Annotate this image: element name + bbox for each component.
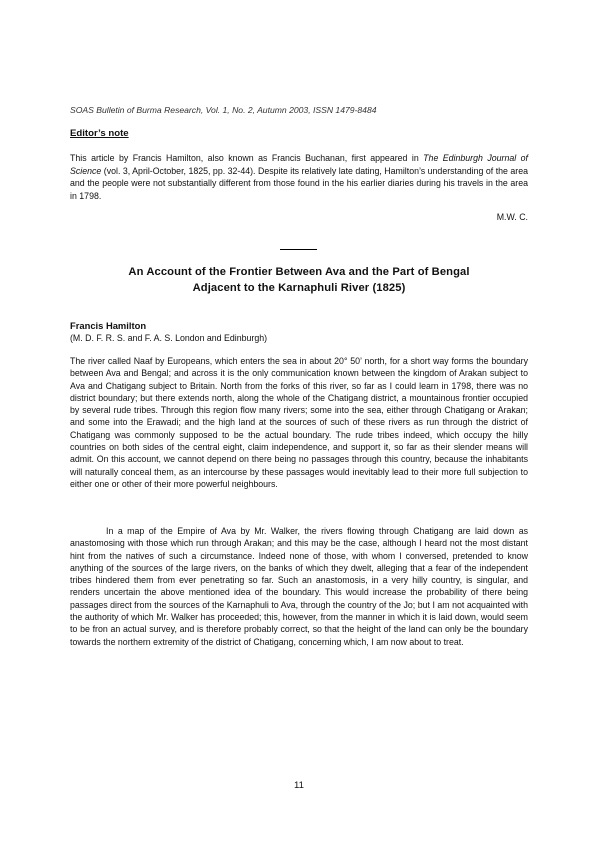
editor-note-text-end: (vol. 3, April-October, 1825, pp. 32-44). Despite its relatively late dating, Hamilton’s understanding of the area and the people were not substantially different from those found in the his earlier diaries during his travels in the area in 1798. — [70, 165, 528, 201]
article-title — [70, 264, 528, 296]
article-title-line-1: An Account of the Frontier Between Ava and the Part of Bengal — [128, 266, 470, 278]
page-number: 11 — [294, 780, 304, 791]
journal-name: The Edinburgh Journal of Science — [70, 153, 528, 176]
author-name: Francis Hamilton — [70, 320, 147, 331]
editor-note-text-start: This article by Francis Hamilton, also known as Francis Buchanan, first appeared in — [70, 153, 424, 163]
journal-citation: SOAS Bulletin of Burma Research, Vol. 1, No. 2, Autumn 2003, ISSN 1479-8484 — [70, 105, 377, 115]
article-title-line-2: Adjacent to the Karnaphuli River (1825) — [192, 282, 406, 294]
body-paragraph-1: The river called Naaf by Europeans, which enters the sea in about 20° 50’ north, for a short way forms the boundary between Ava and Bengal; and across it is the only communication known between the kingdom of Arakan subject to Ava and Chatigang subject to Britain. North from the forks of this river, so far as I could learn in 1798, there was no district boundary; but there extends north, along the whole of the Chatigang district, a mountainous frontier occupied by several rude tribes. Through this region flow many rivers; some into the sea, either through Chatigang or Arakan; and some into the Erawadi; and the high land at the sources of such of these rivers as run through the district of Chatigang was commonly supposed to be the actual boundary. The rude tribes indeed, which occupy the hilly countries on both sides of the central eight, claim independence, and support it, so far as their slender means will admit. On this account, we cannot depend on there being no passages through this country, because the inhabitants will naturally conceal them, as an intercourse by these passages would inevitably lead to their more full subjection to either one or other of their more powerful neighbours. — [70, 356, 528, 489]
editor-note-heading: Editor’s note — [70, 128, 129, 139]
author-affiliation: (M. D. F. R. S. and F. A. S. London and Edinburgh) — [70, 333, 268, 343]
editor-initials: M.W. C. — [496, 212, 528, 222]
body-paragraph-2: In a map of the Empire of Ava by Mr. Walker, the rivers flowing through Chatigang are laid down as anastomosing with those which run through Arakan; and this may be the case, although I heard not the most distant hint from the natives of such a circumstance. Indeed none of those, with whom I conversed, pretended to know anything of the sources of the large rivers, on the banks of which they dwelt, alleging that a fear of the independent tribes hindered them from ever penetrating so far. Such an anastomosis, in a very hilly country, is singular, and renders uncertain the above mentioned idea of the boundary. This would increase the probability of there being passages direct from the sources of the Karnaphuli to Ava, through the country of the Jo; but I am not acquainted with the authority of which Mr. Walker has proceeded; this, however, from the manner in which it is laid down, would seem to be fron an actual survey, and is therefore probably correct, so that the height of the land can only be the boundary towards the northern extremity of the district of Chatigang, concerning which, I am now about to treat. — [70, 526, 528, 647]
editor-note-text — [70, 152, 528, 202]
section-divider — [280, 249, 317, 250]
